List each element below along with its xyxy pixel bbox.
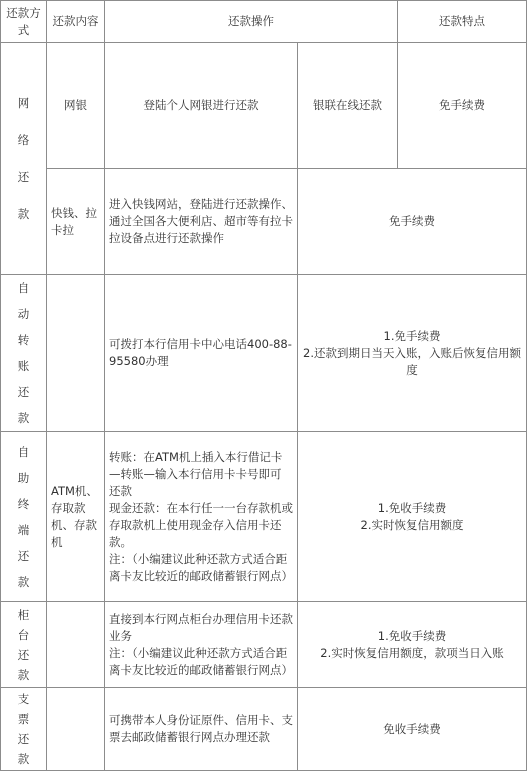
- operation-bank: 登陆个人网银进行还款: [105, 43, 298, 169]
- method-counter: 柜 台 还 款: [1, 602, 47, 688]
- operation-cheque: 可携带本人身份证原件、信用卡、支 票去邮政储蓄银行网点办理还款: [105, 688, 298, 771]
- method-auto-transfer: 自 动 转 账 还 款: [1, 275, 47, 432]
- feature-bank: 免手续费: [398, 43, 527, 169]
- row-cheque: [1, 688, 527, 771]
- content-bank: 网银: [47, 43, 105, 169]
- content-atm: ATM机、 存取款 机、存款 机: [47, 432, 105, 602]
- row-atm: [1, 432, 527, 602]
- row-counter: [1, 602, 527, 688]
- feature-auto-transfer: 1.免手续费 2.还款到期日当天入账，入账后恢复信用额 度: [298, 275, 527, 432]
- operation-atm: 转账：在ATM机上插入本行借记卡 —转账—输入本行信用卡卡号即可 还款 现金还款：在本行任一一台存款机或 存取款机上使用现金存入信用卡还 款。 注：（小编建议此种还款方式适合距 离卡友比较近的邮政储蓄银行网点）: [105, 432, 298, 602]
- content-auto-transfer: [47, 275, 105, 432]
- content-cheque: [47, 688, 105, 771]
- operation-counter: 直接到本行网点柜台办理信用卡还款 业务 注：（小编建议此种还款方式适合距 离卡友比较近的邮政储蓄银行网点）: [105, 602, 298, 688]
- header-feature: 还款特点: [398, 1, 527, 43]
- method-cheque: 支 票 还 款: [1, 688, 47, 771]
- method-atm: 自 助 终 端 还 款: [1, 432, 47, 602]
- row-network-bank: [1, 43, 527, 169]
- header-operation: 还款操作: [105, 1, 398, 43]
- operation-unionpay: 银联在线还款: [298, 43, 398, 169]
- row-network-quick: [1, 169, 527, 275]
- operation-quick: 进入快钱网站，登陆进行还款操作、 通过全国各大便利店、超市等有拉卡 拉设备点进行还款操作: [105, 169, 298, 275]
- header-row: [1, 1, 527, 43]
- header-method: 还款方式: [1, 1, 47, 43]
- feature-cheque: 免收手续费: [298, 688, 527, 771]
- operation-auto-transfer: 可拨打本行信用卡中心电话400-88- 95580办理: [105, 275, 298, 432]
- content-quick: 快钱、拉 卡拉: [47, 169, 105, 275]
- feature-quick: 免手续费: [298, 169, 527, 275]
- feature-atm: 1.免收手续费 2.实时恢复信用额度: [298, 432, 527, 602]
- method-network: 网 络 还 款: [1, 43, 47, 275]
- row-auto-transfer: [1, 275, 527, 432]
- content-counter: [47, 602, 105, 688]
- header-content: 还款内容: [47, 1, 105, 43]
- feature-counter: 1.免收手续费 2.实时恢复信用额度，款项当日入账: [298, 602, 527, 688]
